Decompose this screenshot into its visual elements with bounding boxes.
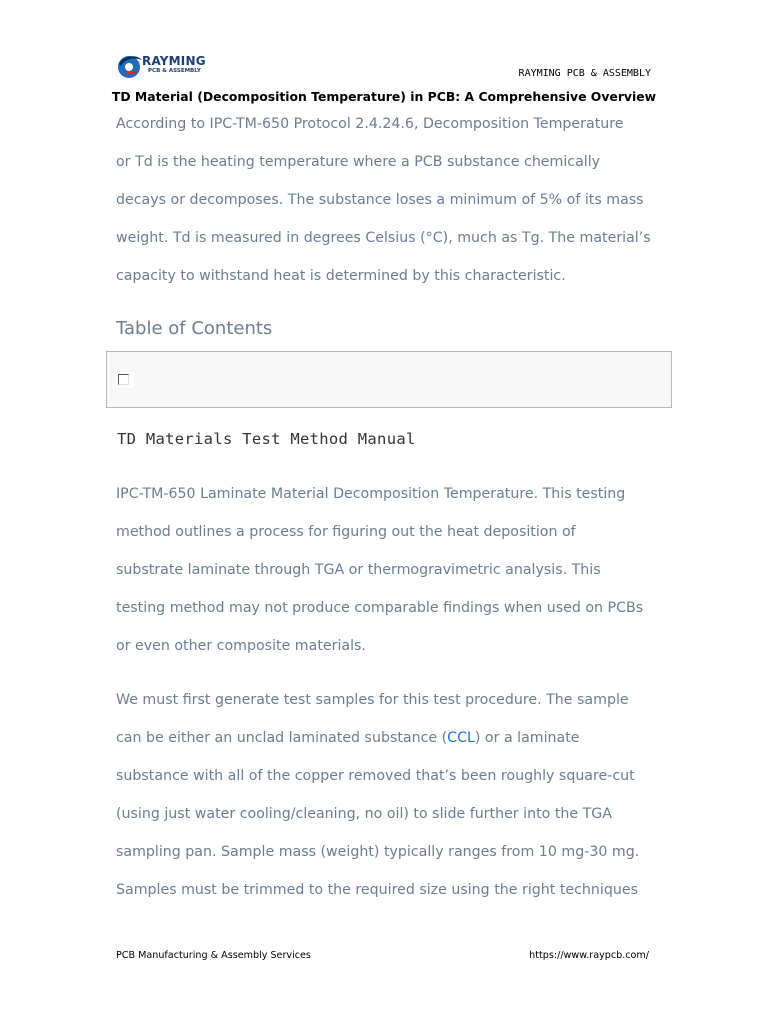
logo-text: RAYMING xyxy=(142,54,206,68)
text-line: weight. Td is measured in degrees Celsius (°C), much as Tg. The material’s xyxy=(116,230,651,246)
toc-toggle-checkbox[interactable] xyxy=(116,372,134,388)
text-line: or even other composite materials. xyxy=(116,638,366,654)
ccl-link[interactable]: CCL xyxy=(447,730,475,746)
document-title: TD Material (Decomposition Temperature) in PCB: A Comprehensive Overview xyxy=(111,89,657,104)
text-line: (using just water cooling/cleaning, no oil) to slide further into the TGA xyxy=(116,806,612,822)
footer-services: PCB Manufacturing & Assembly Services xyxy=(116,950,311,961)
logo-mark-icon xyxy=(115,52,143,80)
text-line: testing method may not produce comparable findings when used on PCBs xyxy=(116,600,644,616)
section-heading: TD Materials Test Method Manual xyxy=(117,430,416,448)
text-line: substrate laminate through TGA or thermogravimetric analysis. This xyxy=(116,562,601,578)
text-line: Samples must be trimmed to the required size using the right techniques xyxy=(116,882,638,898)
text-line: substance with all of the copper removed that’s been roughly square-cut xyxy=(116,768,635,784)
text-line: method outlines a process for figuring out the heat deposition of xyxy=(116,524,576,540)
text-segment: ) or a laminate xyxy=(474,730,580,746)
text-line: capacity to withstand heat is determined by this characteristic. xyxy=(116,268,566,284)
text-line: sampling pan. Sample mass (weight) typically ranges from 10 mg-30 mg. xyxy=(116,844,640,860)
text-segment: can be either an unclad laminated substance ( xyxy=(116,730,448,746)
text-line: or Td is the heating temperature where a PCB substance chemically xyxy=(116,154,601,170)
header-company-name: RAYMING PCB & ASSEMBLY xyxy=(518,68,651,79)
text-line: decays or decomposes. The substance loses a minimum of 5% of its mass xyxy=(116,192,644,208)
checkbox-icon xyxy=(118,374,129,385)
toc-container xyxy=(106,351,672,408)
text-line xyxy=(116,730,580,746)
text-line: According to IPC-TM-650 Protocol 2.4.24.6, Decomposition Temperature xyxy=(116,116,624,132)
company-logo xyxy=(115,52,215,80)
text-line: We must first generate test samples for this test procedure. The sample xyxy=(116,692,629,708)
toc-title: Table of Contents xyxy=(116,318,273,339)
footer-url[interactable]: https://www.raypcb.com/ xyxy=(529,950,649,961)
text-line: IPC-TM-650 Laminate Material Decomposition Temperature. This testing xyxy=(116,486,626,502)
section-paragraph-1 xyxy=(116,475,661,665)
logo-subtext: PCB & ASSEMBLY xyxy=(148,68,201,74)
section-paragraph-2 xyxy=(116,681,661,909)
intro-paragraph xyxy=(116,105,661,295)
